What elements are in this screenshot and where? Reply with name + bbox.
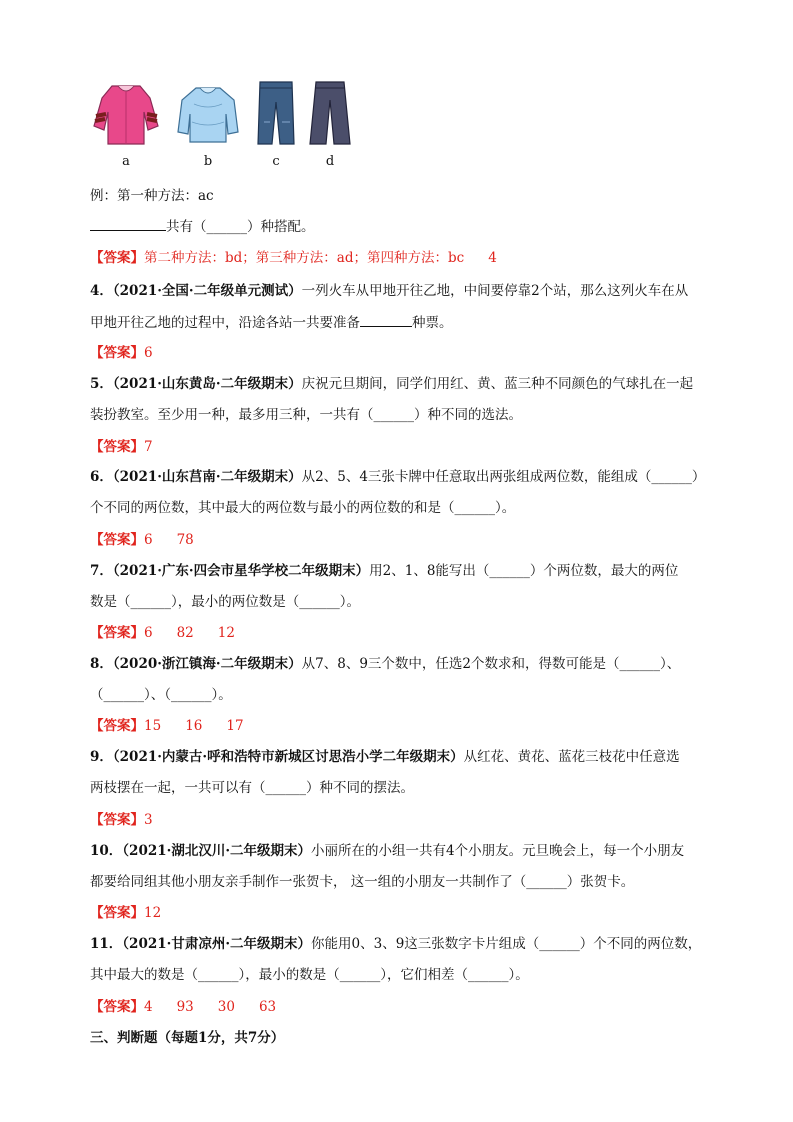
- example-suffix: 共有（______）种搭配。: [166, 219, 315, 235]
- example-answer: [90, 248, 497, 268]
- answer-tag: 【答案】: [90, 625, 144, 641]
- question-number: 11．: [90, 936, 123, 952]
- answer-value: 78: [176, 532, 194, 548]
- answer-value: 6: [144, 625, 153, 641]
- question-4-line-2: [90, 312, 453, 333]
- question-number: 10．: [90, 843, 123, 859]
- question-9-answer: [90, 810, 153, 830]
- example-line: 例：第一种方法：ac: [90, 188, 214, 204]
- answer-value: 15: [144, 718, 162, 734]
- question-text: 种票。: [412, 315, 453, 331]
- pink-top-icon: [90, 78, 162, 150]
- answer-value: 4: [144, 999, 153, 1015]
- clothing-label-a: a: [122, 154, 130, 169]
- question-number: 6．: [90, 469, 113, 485]
- answer-tag: 【答案】: [90, 532, 144, 548]
- question-10-line-2: 都要给同组其他小朋友亲手制作一张贺卡， 这一组的小朋友一共制作了（______）张贺卡。: [90, 874, 635, 890]
- answer-value: 17: [226, 718, 244, 734]
- question-11-answer: [90, 997, 276, 1017]
- answer-value: 12: [144, 905, 162, 921]
- question-6-line-1: [90, 467, 705, 487]
- question-number: 9．: [90, 749, 113, 765]
- question-9-line-1: [90, 747, 680, 767]
- question-8-answer: [90, 716, 244, 736]
- question-9-line-2: 两枝摆在一起，一共可以有（______）种不同的摆法。: [90, 780, 414, 796]
- question-text: 从2、5、4三张卡牌中任意取出两张组成两位数，能组成（______）: [301, 469, 706, 485]
- clothing-label-d: d: [325, 154, 335, 169]
- answer-tag: 【答案】: [90, 812, 144, 828]
- answer-value: 6: [144, 345, 153, 361]
- question-text: 从7、8、9三个数中，任选2个数求和，得数可能是（______）、: [301, 656, 681, 672]
- answer-value: 6: [144, 532, 153, 548]
- grey-pants-figure: [294, 78, 366, 173]
- question-5-line-1: [90, 374, 693, 394]
- question-number: 5．: [90, 376, 113, 392]
- answer-tag: 【答案】: [90, 345, 144, 361]
- answer-tag: 【答案】: [90, 905, 144, 921]
- question-source: （2020·浙江镇海·二年级期末）: [112, 656, 302, 672]
- question-text: 从红花、黄花、蓝花三枝花中任意选: [463, 749, 680, 765]
- section-heading-judgement: 三、判断题（每题1分，共7分）: [90, 1030, 285, 1046]
- clothing-label-b: b: [203, 154, 213, 169]
- answer-value: 63: [258, 999, 277, 1015]
- question-text: 你能用0、3、9这三张数字卡片组成（______）个不同的两位数，: [311, 936, 702, 952]
- question-8-line-2: （______）、（______）。: [90, 687, 232, 703]
- question-source: （2021·甘肃凉州·二年级期末）: [122, 936, 312, 952]
- question-4-line-1: [90, 281, 688, 301]
- clothing-figure: [90, 78, 370, 173]
- answer-value: 82: [176, 625, 194, 641]
- question-source: （2021·全国·二年级单元测试）: [112, 283, 302, 299]
- question-source: （2021·广东·四会市星华学校二年级期末）: [112, 563, 370, 579]
- question-4-answer: [90, 343, 153, 363]
- question-text: 一列火车从甲地开往乙地，中间要停靠2个站，那么这列火车在从: [301, 283, 689, 299]
- answer-tag: 【答案】: [90, 999, 144, 1015]
- question-7-answer: [90, 623, 235, 643]
- answer-value: 16: [185, 718, 203, 734]
- answer-value: 30: [217, 999, 235, 1015]
- question-6-line-2: 个不同的两位数，其中最大的两位数与最小的两位数的和是（______）。: [90, 500, 516, 516]
- question-number: 7．: [90, 563, 113, 579]
- question-7-line-1: [90, 561, 678, 581]
- blue-shirt-figure: [172, 78, 244, 173]
- answer-value: 7: [144, 439, 153, 455]
- question-7-line-2: 数是（______），最小的两位数是（______）。: [90, 594, 360, 610]
- answer-tag: 【答案】: [90, 250, 144, 266]
- question-text: 甲地开往乙地的过程中，沿途各站一共要准备: [90, 315, 360, 331]
- example-blank-line: [90, 216, 315, 237]
- answer-value: 3: [144, 812, 153, 828]
- pants-icon: [294, 78, 366, 150]
- question-text: 小丽所在的小组一共有4个小朋友。元旦晚会上，每一个小朋友: [311, 843, 685, 859]
- answer-tag: 【答案】: [90, 439, 144, 455]
- clothing-label-c: c: [272, 154, 280, 169]
- question-11-line-1: [90, 934, 701, 954]
- pink-top-figure: [90, 78, 162, 173]
- question-11-line-2: 其中最大的数是（______），最小的数是（______），它们相差（______）。: [90, 967, 529, 983]
- question-number: 8．: [90, 656, 113, 672]
- question-source: （2021·山东莒南·二年级期末）: [112, 469, 302, 485]
- question-number: 4．: [90, 283, 113, 299]
- question-text: 用2、1、8能写出（______）个两位数，最大的两位: [369, 563, 679, 579]
- answer-tag: 【答案】: [90, 718, 144, 734]
- answer-blank: [90, 216, 166, 231]
- question-5-answer: [90, 437, 153, 457]
- question-source: （2021·山东黄岛·二年级期末）: [112, 376, 302, 392]
- answer-value: 93: [176, 999, 194, 1015]
- blue-shirt-icon: [172, 78, 244, 150]
- question-text: 庆祝元旦期间，同学们用红、黄、蓝三种不同颜色的气球扎在一起: [301, 376, 694, 392]
- question-10-answer: [90, 903, 161, 923]
- answer-value: 12: [217, 625, 235, 641]
- question-10-line-1: [90, 841, 684, 861]
- answer-text: 第二种方法：bd；第三种方法：ad；第四种方法：bc: [144, 250, 465, 266]
- question-source: （2021·内蒙古·呼和浩特市新城区讨思浩小学二年级期末）: [112, 749, 464, 765]
- question-5-line-2: 装扮教室。至少用一种，最多用三种，一共有（______）种不同的选法。: [90, 407, 522, 423]
- question-8-line-1: [90, 654, 680, 674]
- answer-blank: [360, 312, 412, 327]
- question-6-answer: [90, 530, 194, 550]
- answer-text-2: 4: [488, 250, 497, 266]
- question-source: （2021·湖北汉川·二年级期末）: [122, 843, 312, 859]
